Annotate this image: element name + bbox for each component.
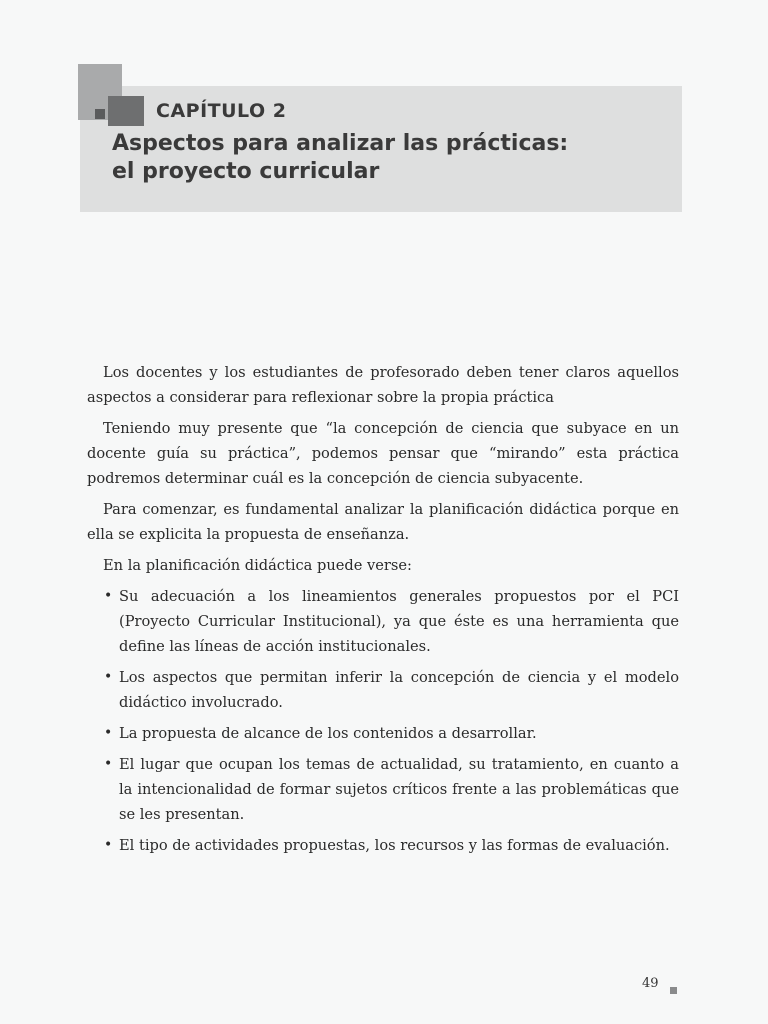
list-item [87,721,679,746]
bullet-icon: • [104,669,113,685]
page-number: 49 [642,976,659,991]
bullet-icon: • [104,837,113,853]
list-item [87,665,679,715]
list-item-text: Los aspectos que permitan inferir la concepción de ciencia y el modelo didáctico involucrado. [119,669,679,711]
list-item-text: El lugar que ocupan los temas de actualidad, su tratamiento, en cuanto a la intencionalidad de formar sujetos críticos frente a las problemáticas que se les presentan. [119,756,679,823]
bullet-icon: • [104,725,113,741]
bullet-list [87,584,679,858]
list-item [87,752,679,827]
paragraph-planning: Para comenzar, es fundamental analizar la planificación didáctica porque en ella se explicita la propuesta de enseñanza. [87,501,679,543]
paragraph-list-intro: En la planificación didáctica puede verse: [103,557,412,574]
paragraph-conception: Teniendo muy presente que “la concepción de ciencia que subyace en un docente guía su práctica”, podemos pensar que “mirando” esta práctica podremos determinar cuál es la concepción de ciencia subyacente. [87,420,679,487]
chapter-label: CAPÍTULO 2 [156,100,287,122]
chapter-title-line-1: Aspectos para analizar las prácticas: [112,131,569,156]
list-item-text: Su adecuación a los lineamientos generales propuestos por el PCI (Proyecto Curricular Institucional), ya que éste es una herramienta que define las líneas de acción institucionales. [119,588,679,655]
body-text [87,360,679,864]
list-item [87,833,679,858]
list-item-text: El tipo de actividades propuestas, los recursos y las formas de evaluación. [119,837,670,854]
list-item [87,584,679,659]
bullet-icon: • [104,756,113,772]
chapter-title-line-2: el proyecto curricular [112,159,380,184]
decorative-square-dark [108,96,144,126]
decorative-square-small [95,109,105,119]
list-item-text: La propuesta de alcance de los contenidos a desarrollar. [119,725,537,742]
page-number-mark [670,987,677,994]
paragraph-intro: Los docentes y los estudiantes de profesorado deben tener claros aquellos aspectos a considerar para reflexionar sobre la propia práctica [87,364,679,406]
bullet-icon: • [104,588,113,604]
chapter-title [112,130,672,186]
